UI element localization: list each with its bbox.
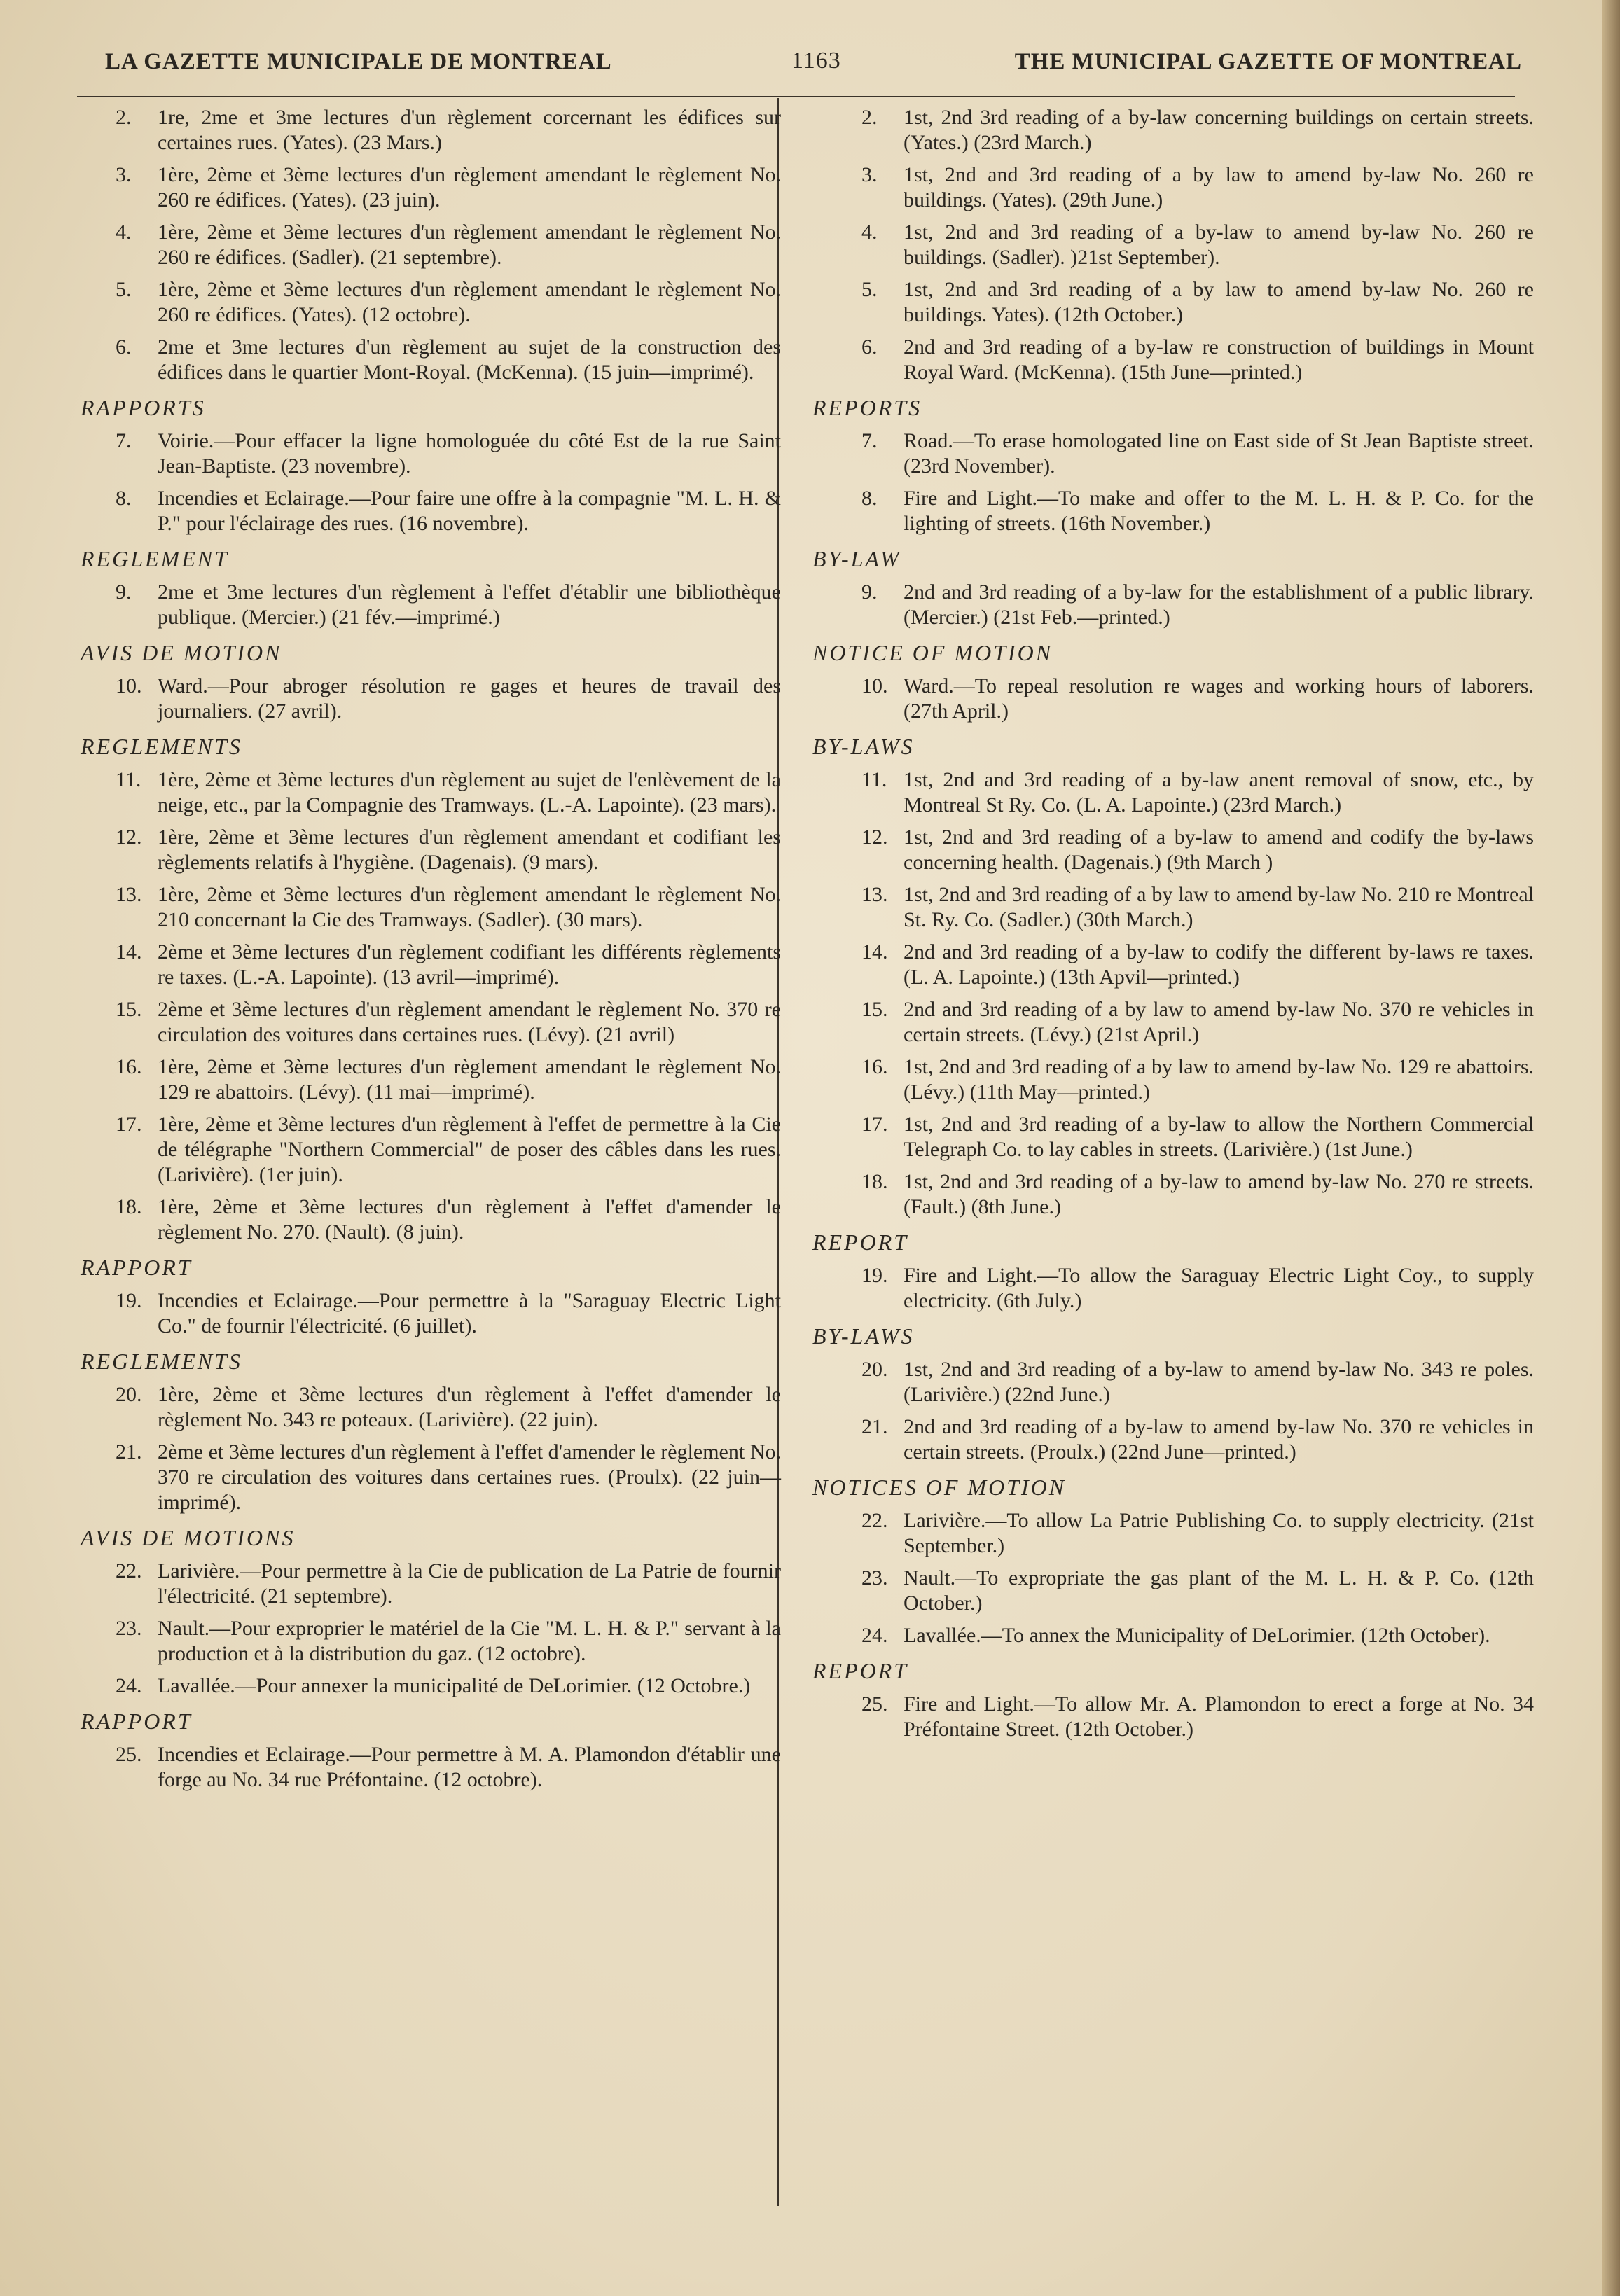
section-heading: NOTICES OF MOTION [812, 1475, 1067, 1500]
page-header [105, 49, 1522, 84]
section-heading: AVIS DE MOTIONS [81, 1525, 296, 1550]
item-number: 21. [116, 1440, 142, 1463]
agenda-item [74, 825, 781, 875]
agenda-item [74, 335, 781, 385]
agenda-item [805, 674, 1534, 724]
agenda-item [74, 1559, 781, 1609]
item-text: 2nd and 3rd reading of a by-law for the establishment of a public library. (Mercier.) (21st Feb.—printed.) [904, 580, 1534, 629]
agenda-item [74, 1288, 781, 1339]
item-text: 1ère, 2ème et 3ème lectures d'un règlement à l'effet d'amender le règlement No. 270. (Nault). (8 juin). [158, 1195, 781, 1244]
item-number: 19. [861, 1264, 888, 1287]
item-number: 24. [116, 1674, 142, 1697]
item-number: 2. [861, 106, 878, 129]
item-text: 1st, 2nd and 3rd reading of a by law to amend by-law No. 260 re buildings. (Yates). (29th June.) [904, 163, 1534, 211]
page-edge [1602, 0, 1620, 2296]
item-text: 1ère, 2ème et 3ème lectures d'un règlement amendant le règlement No. 260 re édifices. (Yates). (12 octobre). [158, 278, 781, 326]
item-number: 18. [861, 1170, 888, 1193]
item-number: 6. [116, 335, 132, 359]
section-heading: REGLEMENTS [81, 1349, 242, 1374]
item-number: 9. [861, 580, 878, 604]
item-number: 17. [861, 1113, 888, 1136]
agenda-item [805, 1357, 1534, 1407]
item-text: Incendies et Eclairage.—Pour permettre à la "Saraguay Electric Light Co." de fournir l'électricité. (6 juillet). [158, 1289, 781, 1337]
agenda-item [74, 220, 781, 270]
item-text: Ward.—Pour abroger résolution re gages et heures de travail des journaliers. (27 avril). [158, 674, 781, 723]
agenda-item [805, 825, 1534, 875]
agenda-item [805, 277, 1534, 328]
item-text: 2nd and 3rd reading of a by-law to amend by-law No. 370 re vehicles in certain streets. (Proulx.) (22nd June—printed.) [904, 1415, 1534, 1463]
item-number: 19. [116, 1289, 142, 1312]
item-number: 10. [861, 674, 888, 697]
item-number: 13. [116, 883, 142, 906]
agenda-item [74, 1055, 781, 1105]
agenda-item [74, 1382, 781, 1433]
english-column [805, 105, 1534, 1749]
item-number: 2. [116, 106, 132, 129]
item-number: 25. [116, 1743, 142, 1766]
item-text: 1st, 2nd and 3rd reading of a by-law anent removal of snow, etc., by Montreal St Ry. Co. (L. A. Lapointe.) (23rd March.) [904, 768, 1534, 816]
item-number: 10. [116, 674, 142, 697]
item-number: 3. [116, 163, 132, 186]
section-heading: REPORTS [812, 395, 922, 420]
agenda-item [74, 162, 781, 213]
item-text: Fire and Light.—To make and offer to the M. L. H. & P. Co. for the lighting of streets. (16th November.) [904, 487, 1534, 535]
section-heading: REPORT [812, 1230, 909, 1255]
header-english-title: THE MUNICIPAL GAZETTE OF MONTREAL [1014, 49, 1522, 74]
agenda-item [74, 1112, 781, 1188]
item-text: 1ère, 2ème et 3ème lectures d'un règlement amendant le règlement No. 129 re abattoirs. (Lévy). (11 mai—imprimé). [158, 1055, 781, 1104]
agenda-item [74, 429, 781, 479]
agenda-item [74, 767, 781, 818]
section-heading: REGLEMENT [81, 546, 229, 571]
agenda-item [74, 486, 781, 536]
section-heading: AVIS DE MOTION [81, 640, 282, 665]
agenda-item [74, 1195, 781, 1245]
item-number: 4. [861, 221, 878, 244]
item-text: 2ème et 3ème lectures d'un règlement codifiant les différents règlements re taxes. (L.-A. Lapointe). (13 avril—imprimé). [158, 940, 781, 989]
item-number: 16. [861, 1055, 888, 1078]
agenda-item [74, 997, 781, 1048]
item-text: 2nd and 3rd reading of a by-law to codify the different by-laws re taxes. (L. A. Lapointe.) (13th Apvil—printed.) [904, 940, 1534, 989]
agenda-item [805, 105, 1534, 155]
item-text: 1ère, 2ème et 3ème lectures d'un règlement à l'effet d'amender le règlement No. 343 re poteaux. (Larivière). (22 juin). [158, 1383, 781, 1431]
item-number: 24. [861, 1624, 888, 1647]
item-number: 7. [116, 429, 132, 452]
agenda-item [805, 486, 1534, 536]
agenda-item [805, 1508, 1534, 1559]
item-text: Lavallée.—To annex the Municipality of DeLorimier. (12th October). [904, 1624, 1490, 1647]
item-number: 23. [116, 1617, 142, 1640]
item-number: 5. [861, 278, 878, 301]
agenda-item [805, 1263, 1534, 1314]
item-number: 18. [116, 1195, 142, 1218]
item-text: Larivière.—Pour permettre à la Cie de publication de La Patrie de fournir l'électricité. (21 septembre). [158, 1559, 781, 1608]
item-text: Ward.—To repeal resolution re wages and working hours of laborers. (27th April.) [904, 674, 1534, 723]
item-number: 6. [861, 335, 878, 359]
section-heading: REGLEMENTS [81, 734, 242, 759]
item-number: 15. [116, 998, 142, 1021]
header-rule [77, 96, 1515, 97]
section-heading: BY-LAWS [812, 1323, 915, 1349]
agenda-item [805, 767, 1534, 818]
item-number: 11. [116, 768, 141, 791]
item-text: 1st, 2nd and 3rd reading of a by-law to amend by-law No. 260 re buildings. (Sadler). )21st September). [904, 221, 1534, 269]
item-text: Voirie.—Pour effacer la ligne homologuée du côté Est de la rue Saint Jean-Baptiste. (23 novembre). [158, 429, 781, 478]
item-text: 2me et 3me lectures d'un règlement au sujet de la construction des édifices dans le quartier Mont-Royal. (McKenna). (15 juin—imprimé). [158, 335, 781, 384]
agenda-item [805, 1112, 1534, 1162]
item-text: Lavallée.—Pour annexer la municipalité de DeLorimier. (12 Octobre.) [158, 1674, 751, 1697]
item-number: 22. [861, 1509, 888, 1532]
agenda-item [805, 580, 1534, 630]
item-text: 1st, 2nd and 3rd reading of a by law to amend by-law No. 210 re Montreal St. Ry. Co. (Sadler.) (30th March.) [904, 883, 1534, 931]
item-number: 12. [861, 826, 888, 849]
agenda-item [74, 1440, 781, 1515]
agenda-item [805, 1692, 1534, 1742]
agenda-item [74, 940, 781, 990]
agenda-item [805, 1414, 1534, 1465]
agenda-item [805, 1055, 1534, 1105]
agenda-item [74, 1616, 781, 1667]
item-number: 22. [116, 1559, 142, 1582]
agenda-item [805, 1623, 1534, 1648]
item-text: 1ère, 2ème et 3ème lectures d'un règlement amendant et codifiant les règlements relatifs à l'hygiène. (Dagenais). (9 mars). [158, 826, 781, 874]
item-number: 20. [861, 1358, 888, 1381]
item-number: 17. [116, 1113, 142, 1136]
item-number: 23. [861, 1566, 888, 1589]
item-text: 1st, 2nd and 3rd reading of a by law to amend by-law No. 129 re abattoirs. (Lévy.) (11th May—printed.) [904, 1055, 1534, 1104]
section-heading: RAPPORT [81, 1709, 193, 1734]
section-heading: NOTICE OF MOTION [812, 640, 1053, 665]
item-text: Fire and Light.—To allow the Saraguay Electric Light Coy., to supply electricity. (6th July.) [904, 1264, 1534, 1312]
item-text: 1st, 2nd and 3rd reading of a by-law to allow the Northern Commercial Telegraph Co. to lay cables in streets. (Larivière.) (1st June.) [904, 1113, 1534, 1161]
item-text: 1ère, 2ème et 3ème lectures d'un règlement au sujet de l'enlèvement de la neige, etc., par la Compagnie des Tramways. (L.-A. Lapointe). (23 mars). [158, 768, 781, 816]
item-text: 2ème et 3ème lectures d'un règlement à l'effet d'amender le règlement No. 370 re circulation des voitures dans certaines rues. (Proulx). (22 juin—imprimé). [158, 1440, 781, 1514]
agenda-item [74, 1742, 781, 1793]
header-french-title: LA GAZETTE MUNICIPALE DE MONTREAL [105, 49, 612, 74]
item-text: Road.—To erase homologated line on East side of St Jean Baptiste street. (23rd November). [904, 429, 1534, 478]
agenda-item [805, 1169, 1534, 1220]
item-number: 11. [861, 768, 887, 791]
section-heading: BY-LAWS [812, 734, 915, 759]
item-number: 13. [861, 883, 888, 906]
item-text: Incendies et Eclairage.—Pour permettre à M. A. Plamondon d'établir une forge au No. 34 rue Préfontaine. (12 octobre). [158, 1743, 781, 1791]
item-text: 1ère, 2ème et 3ème lectures d'un règlement à l'effet de permettre à la Cie de télégraphe "Northern Commercial" de poser des câbles dans les rues. (Larivière). (1er juin). [158, 1113, 781, 1186]
item-number: 8. [861, 487, 878, 510]
french-column [74, 105, 781, 1800]
agenda-item [805, 220, 1534, 270]
item-text: 1re, 2me et 3me lectures d'un règlement corcernant les édifices sur certaines rues. (Yates). (23 Mars.) [158, 106, 781, 154]
item-number: 3. [861, 163, 878, 186]
agenda-item [805, 1566, 1534, 1616]
item-text: 1st, 2nd and 3rd reading of a by-law to amend and codify the by-laws concerning health. (Dagenais.) (9th March ) [904, 826, 1534, 874]
item-text: 1st, 2nd and 3rd reading of a by-law to amend by-law No. 270 re streets. (Fault.) (8th June.) [904, 1170, 1534, 1218]
item-number: 9. [116, 580, 132, 604]
item-text: Incendies et Eclairage.—Pour faire une offre à la compagnie "M. L. H. & P." pour l'éclairage des rues. (16 novembre). [158, 487, 781, 535]
item-number: 4. [116, 221, 132, 244]
agenda-item [805, 162, 1534, 213]
item-text: 1st, 2nd and 3rd reading of a by law to amend by-law No. 260 re buildings. Yates). (12th October.) [904, 278, 1534, 326]
item-number: 12. [116, 826, 142, 849]
item-text: 1st, 2nd 3rd reading of a by-law concerning buildings on certain streets. (Yates.) (23rd March.) [904, 106, 1534, 154]
item-text: Fire and Light.—To allow Mr. A. Plamondon to erect a forge at No. 34 Préfontaine Street. (12th October.) [904, 1692, 1534, 1741]
item-number: 14. [861, 940, 888, 963]
item-text: Nault.—To expropriate the gas plant of the M. L. H. & P. Co. (12th October.) [904, 1566, 1534, 1615]
agenda-item [74, 674, 781, 724]
item-text: 2ème et 3ème lectures d'un règlement amendant le règlement No. 370 re circulation des voitures dans certaines rues. (Lévy). (21 avril) [158, 998, 781, 1046]
item-text: 1ère, 2ème et 3ème lectures d'un règlement amendant le règlement No. 260 re édifices. (Sadler). (21 septembre). [158, 221, 781, 269]
item-number: 7. [861, 429, 878, 452]
item-number: 21. [861, 1415, 888, 1438]
agenda-item [74, 1674, 781, 1699]
item-text: 1ère, 2ème et 3ème lectures d'un règlement amendant le règlement No. 210 concernant la Cie des Tramways. (Sadler). (30 mars). [158, 883, 781, 931]
item-number: 8. [116, 487, 132, 510]
agenda-item [74, 580, 781, 630]
agenda-item [805, 429, 1534, 479]
agenda-item [805, 882, 1534, 933]
agenda-item [805, 997, 1534, 1048]
agenda-item [74, 105, 781, 155]
page-number: 1163 [791, 48, 841, 74]
item-number: 20. [116, 1383, 142, 1406]
item-text: Larivière.—To allow La Patrie Publishing Co. to supply electricity. (21st September.) [904, 1509, 1534, 1557]
item-text: 2me et 3me lectures d'un règlement à l'effet d'établir une bibliothèque publique. (Mercier.) (21 fév.—imprimé.) [158, 580, 781, 629]
item-number: 15. [861, 998, 888, 1021]
section-heading: BY-LAW [812, 546, 901, 571]
item-text: Nault.—Pour exproprier le matériel de la Cie "M. L. H. & P." servant à la production et à la distribution du gaz. (12 octobre). [158, 1617, 781, 1665]
section-heading: RAPPORTS [81, 395, 206, 420]
item-number: 16. [116, 1055, 142, 1078]
section-heading: RAPPORT [81, 1255, 193, 1280]
agenda-item [805, 940, 1534, 990]
item-number: 14. [116, 940, 142, 963]
item-text: 2nd and 3rd reading of a by law to amend by-law No. 370 re vehicles in certain streets. (Lévy.) (21st April.) [904, 998, 1534, 1046]
item-text: 2nd and 3rd reading of a by-law re construction of buildings in Mount Royal Ward. (McKenna). (15th June—printed.) [904, 335, 1534, 384]
item-text: 1ère, 2ème et 3ème lectures d'un règlement amendant le règlement No. 260 re édifices. (Yates). (23 juin). [158, 163, 781, 211]
agenda-item [74, 277, 781, 328]
item-number: 25. [861, 1692, 888, 1716]
agenda-item [805, 335, 1534, 385]
item-number: 5. [116, 278, 132, 301]
item-text: 1st, 2nd and 3rd reading of a by-law to amend by-law No. 343 re poles. (Larivière.) (22nd June.) [904, 1358, 1534, 1406]
section-heading: REPORT [812, 1658, 909, 1683]
agenda-item [74, 882, 781, 933]
